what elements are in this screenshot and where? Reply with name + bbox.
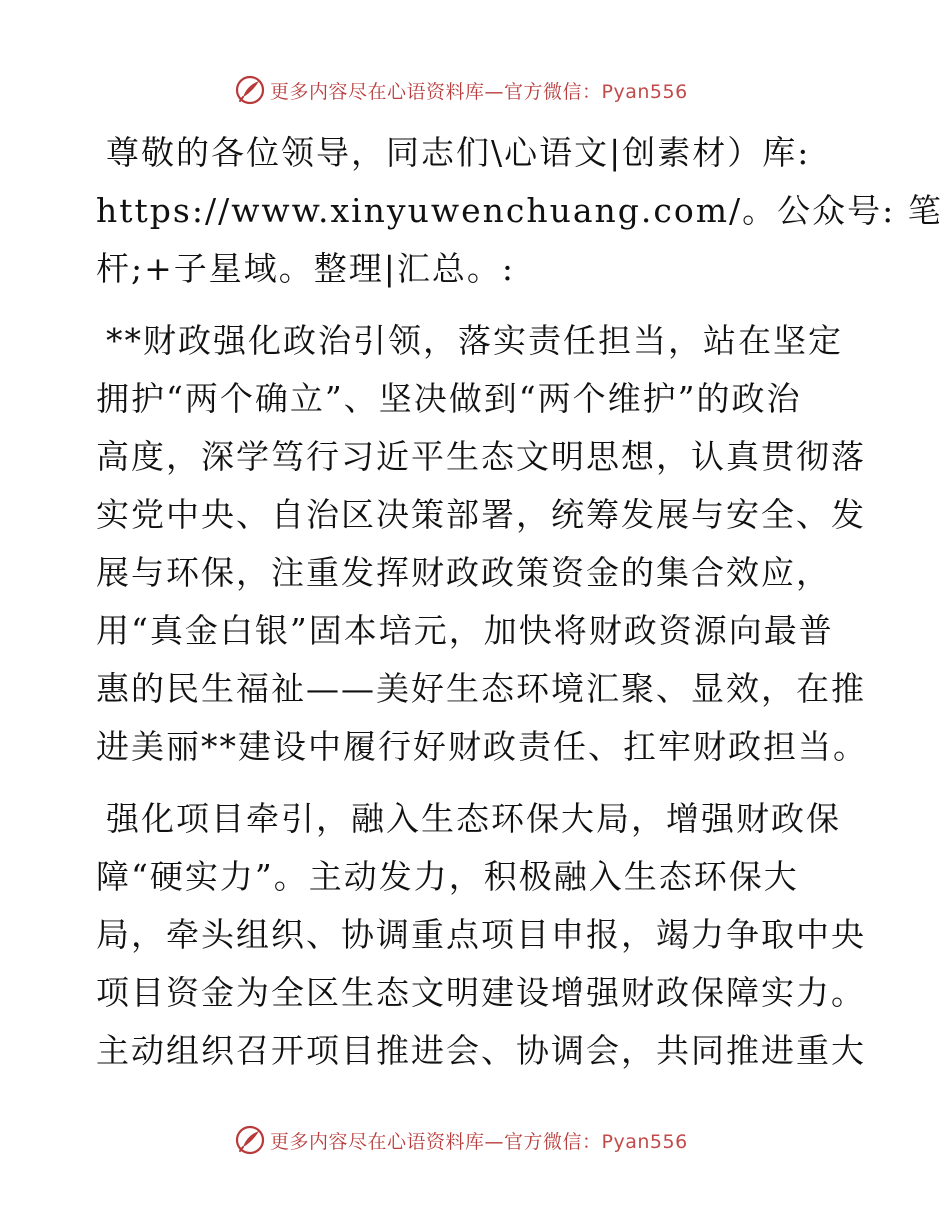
text-line: 尊敬的各位领导，同志们\心语文|创素材）库: bbox=[106, 133, 811, 172]
watermark-dash: — bbox=[484, 80, 505, 103]
text-line: https://www.xinyuwenchuang.com/。公众号: 笔 bbox=[96, 191, 943, 230]
header-watermark bbox=[234, 70, 688, 110]
text-line: 惠的民生福祉——美好生态环境汇聚、显效，在推 bbox=[96, 669, 866, 708]
paragraph-intro bbox=[96, 124, 943, 298]
text-line: 杆;+子星域。整理|汇总。: bbox=[96, 249, 516, 288]
watermark-wechat-label: 官方微信： bbox=[504, 80, 602, 103]
document-body bbox=[96, 124, 943, 1094]
text-line: 用“真金白银”固本培元，加快将财政资源向最普 bbox=[96, 611, 834, 650]
text-line: 项目资金为全区生态文明建设增强财政保障实力。 bbox=[96, 973, 866, 1012]
feather-pen-logo-icon bbox=[234, 1124, 266, 1156]
watermark-brand-text: 更多内容尽在心语资料库 bbox=[270, 1130, 485, 1153]
watermark-wechat-label: 官方微信： bbox=[504, 1130, 602, 1153]
text-line: 展与环保，注重发挥财政政策资金的集合效应， bbox=[96, 553, 831, 592]
text-line: 强化项目牵引，融入生态环保大局，增强财政保 bbox=[106, 799, 841, 838]
footer-watermark bbox=[234, 1120, 688, 1160]
text-line: 高度，深学笃行习近平生态文明思想，认真贯彻落 bbox=[96, 437, 866, 476]
text-line: 障“硬实力”。主动发力，积极融入生态环保大 bbox=[96, 857, 799, 896]
watermark-wechat-id: Pyan556 bbox=[601, 1130, 688, 1153]
paragraph-political-leadership bbox=[96, 312, 868, 776]
feather-pen-logo-icon bbox=[234, 74, 266, 106]
text-line: 拥护“两个确立”、坚决做到“两个维护”的政治 bbox=[96, 379, 802, 418]
watermark-brand-text: 更多内容尽在心语资料库 bbox=[270, 80, 485, 103]
text-line: 主动组织召开项目推进会、协调会，共同推进重大 bbox=[96, 1031, 866, 1070]
text-line: 实党中央、自治区决策部署，统筹发展与安全、发 bbox=[96, 495, 866, 534]
watermark-wechat-id: Pyan556 bbox=[601, 80, 688, 103]
paragraph-project-traction bbox=[96, 790, 866, 1080]
text-line: **财政强化政治引领，落实责任担当，站在坚定 bbox=[106, 321, 843, 360]
text-line: 进美丽**建设中履行好财政责任、扛牢财政担当。 bbox=[96, 727, 868, 766]
watermark-dash: — bbox=[484, 1130, 505, 1153]
text-line: 局，牵头组织、协调重点项目申报，竭力争取中央 bbox=[96, 915, 866, 954]
